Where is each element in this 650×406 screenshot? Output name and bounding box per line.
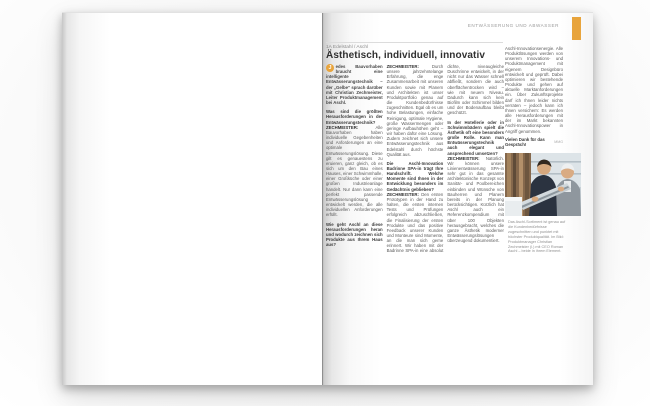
interview-question: Die Aschl-Innovation Badrinne SPA-in trägt Ihre Handschrift. Welche Momente sind Ihnen in der Entwicklung besonders im Gedächtnis geblieben? — [386, 160, 444, 192]
speaker-label: ZECHMEISTER: — [447, 155, 486, 161]
article-photo — [505, 153, 581, 216]
photo-caption: Das Aschl-Sortiment ist genau auf die Kundenbedürfnisse zugeschnitten und punktet mit höchster Produktqualität. Im Bild: Produktmanager Christian Zechmeister (l.) mit CEO Roman Aschl – beide in ihrem Element. — [508, 220, 566, 254]
interview-question: Was sind die größten Herausforderungen in der Entwässerungstechnik? — [326, 109, 383, 125]
magazine-spread — [62, 12, 593, 385]
article-paragraph: ZECHMEISTER: Natürlich. Wir können unsere Linienentwässerung SPA-in sehr gut in das gesamte architektonische Konzept von Sanitär- und Poolbereichen einbinden und Wünsche von Bauherren und Planern bereits in der Planung berücksichtigen. Kürzlich hat Aschl auch ein Referenzkompendium mit über 100 Objekten herausgebracht, welches die ganze Ästhetik moderner Entwässerungslösungen überzeugend dokumentiert. — [447, 155, 504, 244]
kicker-rule — [326, 42, 503, 43]
speaker-label: ZECHMEISTER: — [326, 124, 376, 130]
author-initials: MMG — [554, 140, 563, 144]
article-columns — [326, 64, 504, 256]
article-kicker: 1A Edelstahl / Aschl — [326, 44, 369, 50]
article-paragraph: Aschl-Innovationsenergie. Alle Produktlösungen werden von unserem Innovations- und Produktmanagement mit eigenem Designbüro entwickelt und geprüft. Dabei optimieren wir bestehende Produkte und gehen auf aktuelle Marktanforderungen ein. Über Zukunftsprojekte darf ich Ihnen leider nichts verraten – jedoch kann ich Ihnen versichern: Es werden alle Herausforderungen mit der im Markt bekannten Aschl-Innovationspower in Angriff genommen. — [505, 46, 563, 134]
fold-line — [322, 13, 323, 385]
interview-question: In der Hotellerie oder in Schwimmbädern spielt die Ästhetik oft eine besonders große Rolle. Kann man Entwässerungstechnik auch elegant und ansprechend umsetzen? — [447, 119, 504, 156]
page-left-blank — [62, 12, 322, 385]
article-headline: Ästhetisch, individuell, innovativ — [326, 50, 485, 61]
closing-line: Vielen Dank für das Gespräch! — [505, 136, 545, 147]
drop-cap: J — [326, 64, 334, 72]
article-paragraph: J edes Bauvorhaben braucht eine intelligente Entwässerungstechnik – der „Gelbe“ sprach darüber mit Christian Zechmeister, Leiter Produktmanagement bei Aschl. — [326, 64, 383, 106]
interview-question: Wie geht Aschl an diese Herausforderungen heran und wodurch zeichnen sich Produkte aus Ihrem Haus aus? — [326, 221, 383, 248]
article-column-4 — [505, 46, 563, 147]
page-right-article — [322, 12, 593, 385]
article-paragraph: ZECHMEISTER: Durch unsere jahrzehntelange Erfahrung, die enge Zusammenarbeit mit unseren Kunden sowie mit Planern und Architekten ist unser Produktportfolio genau auf die Kundenbedürfnisse zugeschnitten. Egal ob es um hohe Belastungen, einfache Reinigung, optimale Hygiene, große Wassermengen oder geringe Aufbauhöhen geht – wir haben dafür eine Lösung. Zudem zeichnet sich unsere Entwässerungstechnik aus Edelstahl durch höchste Qualität aus. — [386, 64, 444, 157]
speaker-label: ZECHMEISTER: — [386, 64, 432, 69]
photo-white-box — [505, 197, 522, 216]
section-header-label: ENTWÄSSERUNG UND ABWASSER — [467, 23, 559, 28]
section-tab-marker — [572, 17, 581, 40]
speaker-label: ZECHMEISTER: — [386, 191, 422, 197]
article-paragraph: ZECHMEISTER: Alle Bauvorhaben haben individuelle Gegebenheiten und Anforderungen an eine optimale Entwässerungslösung. Diese gilt es genauestens zu eruieren, ganz gleich, ob es sich um den Bau eines Hauses, einer Schwimmhalle, einer Großküche oder einer großen Industrieanlage handelt. Nur dann kann eine perfekt passende Entwässerungslösung entwickelt werden, die alle individuellen Anforderungen erfüllt. — [326, 124, 383, 218]
article-paragraph: ZECHMEISTER: Den ersten Prototypen in der Hand zu halten, die ersten internen Tests und Prüfungen erfolgreich abzuschließen, die Finalisierung der ersten Produkte und das positive Feedback unserer Kunden und Monteure sind Momente, an die man sich gerne erinnert. Wir haben mit der Badrinne SPA-in eine absolut dichte, niveaugleiche Duschrinne entwickelt, in der nicht nur das Wasser schnell abfließt, sondern die auch oberflächentrocken wird – wie mit neuem Niveau. Dadurch kann sich kein Biofilm oder Schimmel bilden und der Bodenaufbau bleibt geschützt. — [386, 64, 504, 254]
photo-illustration — [505, 153, 581, 216]
